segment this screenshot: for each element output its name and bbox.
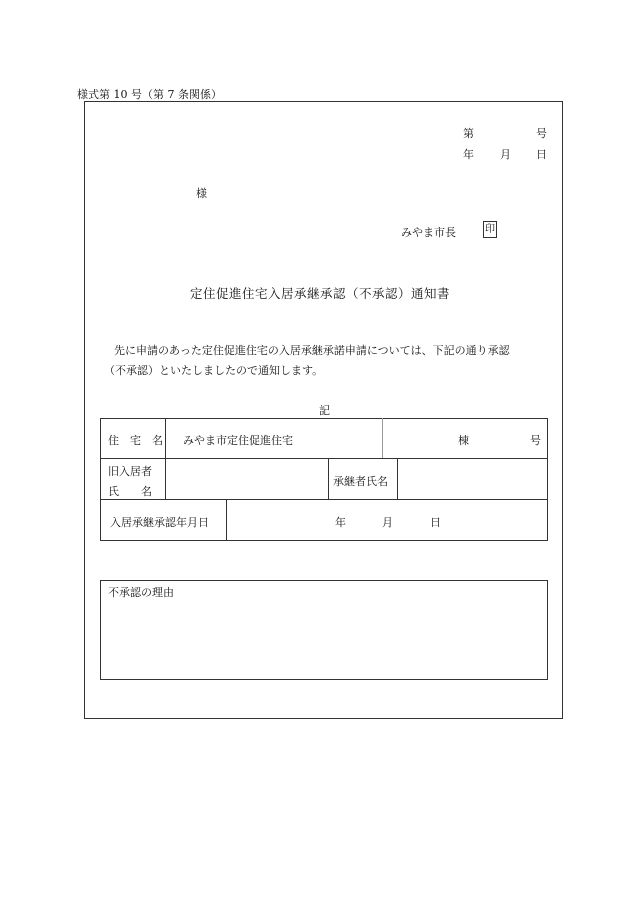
body-paragraph [104,341,550,381]
form-label: 様式第 10 号（第 7 条関係） [77,88,222,101]
successor-name-label: 承継者氏名 [333,475,388,488]
body-line-1: 先に申請のあった定住促進住宅の入居承継承諾申請については、下記の通り承認 [114,344,510,357]
issuer-name: みやま市長 [401,226,456,239]
table-col-divider-light [382,418,383,458]
former-resident-label-2: 氏 名 [108,485,152,498]
addressee-suffix: 様 [196,187,207,200]
reason-label: 不承認の理由 [108,586,174,599]
building-label: 棟 [458,434,469,447]
housing-name-value: みやま市定住促進住宅 [183,434,293,447]
approval-year: 年 [335,516,346,529]
date-day: 日 [536,148,547,161]
date-month: 月 [500,148,511,161]
approval-date-label: 入居承継承認年月日 [110,516,209,529]
housing-name-label: 住 宅 名 [108,434,163,447]
table-divider-1 [100,458,548,459]
table-col-divider-4 [226,499,227,541]
approval-month: 月 [382,516,393,529]
table-col-divider-3 [397,458,398,499]
room-number-label: 号 [530,434,541,447]
number-suffix: 号 [536,127,547,140]
table-col-divider-2 [328,458,329,499]
table-divider-2 [100,499,548,500]
table-col-divider [165,418,166,499]
document-title: 定住促進住宅入居承継承認（不承認）通知書 [190,286,451,301]
approval-day: 日 [430,516,441,529]
former-resident-label-1: 旧入居者 [108,465,152,478]
seal-stamp: 印 [483,221,497,238]
body-line-2: （不承認）といたしましたので通知します。 [104,364,324,377]
date-year: 年 [463,148,474,161]
number-prefix: 第 [463,127,474,140]
ki-label: 記 [319,404,330,417]
